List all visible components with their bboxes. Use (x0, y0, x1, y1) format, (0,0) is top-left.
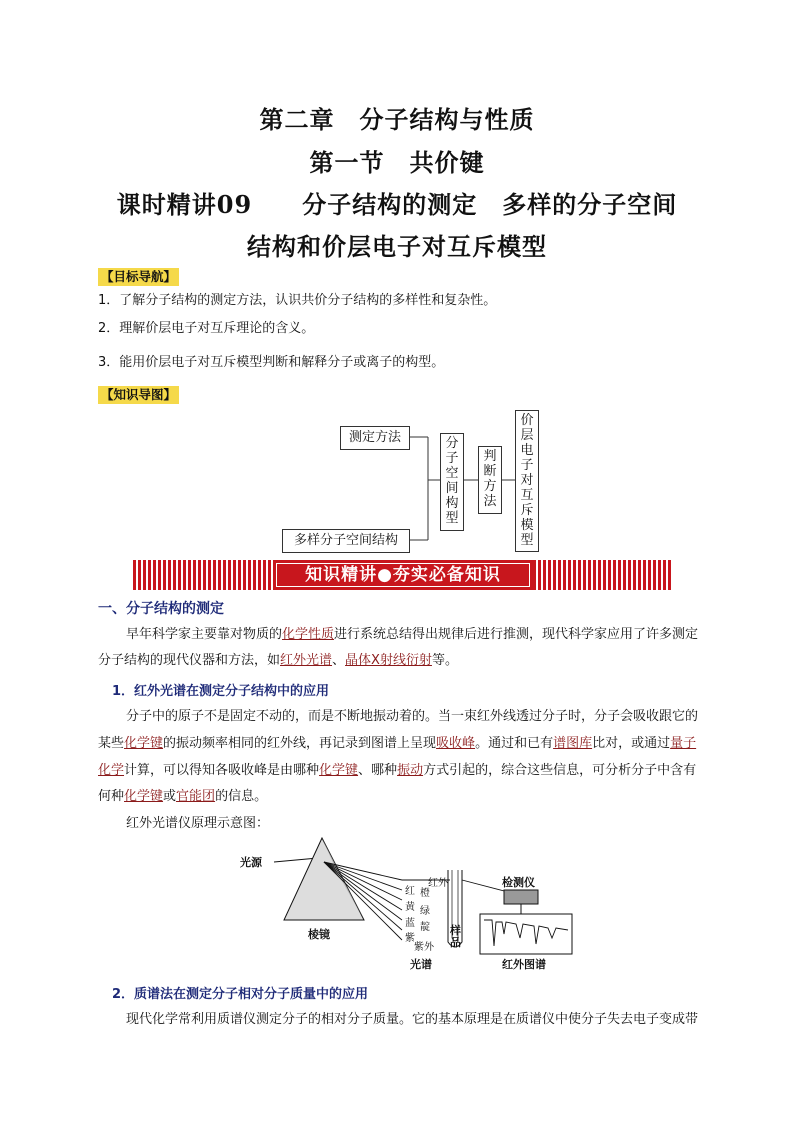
term-chemical-bond: 化学键 (319, 763, 359, 778)
sub1-heading: 1．红外光谱在测定分子结构中的应用 (112, 684, 330, 699)
lesson-title-line2: 结构和价层电子对互斥模型 (247, 232, 547, 261)
term-chemical-bond: 化学键 (124, 736, 164, 751)
term-chemical-property: 化学性质 (282, 627, 335, 642)
band-label: 紫外 (414, 942, 434, 953)
chapter-title: 第二章 分子结构与性质 (259, 105, 535, 134)
mindmap-vsepr-char: 价 (520, 413, 534, 428)
term-quantum: 量子 (670, 736, 697, 751)
text: 某些 (98, 736, 125, 751)
band-label: 靛 (420, 922, 430, 933)
goals-tag: 【目标导航】 (98, 268, 179, 286)
ir-spectrometer-diagram (240, 834, 580, 974)
goal-item-1: 1．了解分子结构的测定方法，认识共价分子结构的多样性和复杂性。 (98, 293, 497, 308)
section-banner (133, 560, 673, 590)
mindmap-vsepr-char: 型 (520, 533, 534, 548)
band-label: 黄 (405, 902, 415, 913)
term-spectra-library: 谱图库 (553, 736, 593, 751)
section1-para-line2 (98, 652, 458, 670)
banner-stripes-right (533, 560, 673, 590)
goal-item-3: 3．能用价层电子对互斥模型判断和解释分子或离子的构型。 (98, 355, 445, 370)
mindmap-vsepr-box (515, 410, 539, 552)
mindmap-vsepr-char: 子 (520, 458, 534, 473)
mindmap-shape-char: 子 (445, 451, 459, 466)
band-label: 紫 (405, 933, 415, 944)
banner-label (273, 560, 533, 590)
ir-chart-frame (480, 914, 572, 954)
band-label: 绿 (420, 906, 430, 917)
text: 。通过和已有 (475, 736, 554, 751)
mindmap-vsepr-char: 电 (520, 443, 534, 458)
section1-heading: 一、分子结构的测定 (98, 601, 224, 617)
sub2-heading: 2．质谱法在测定分子相对分子质量中的应用 (112, 987, 369, 1002)
prism-label: 棱镜 (308, 928, 330, 941)
sub1-line1: 分子中的原子不是固定不动的，而是不断地振动着的。当一束红外线透过分子时，分子会吸收跟它的 (126, 709, 699, 724)
detector-box (504, 890, 538, 904)
text: 早年科学家主要靠对物质的 (126, 627, 283, 642)
lesson-title-line1: 课时精讲09 分子结构的测定 多样的分子空间 (116, 190, 678, 219)
term-chemical-bond: 化学键 (124, 789, 164, 804)
sub1-line4 (98, 788, 267, 806)
mindmap-vsepr-char: 互 (520, 488, 534, 503)
mindmap-shape-char: 型 (445, 511, 459, 526)
mindmap-judge-char: 断 (483, 464, 497, 479)
mindmap-diverse-box: 多样分子空间结构 (282, 529, 410, 553)
mindmap-vsepr-char: 模 (520, 518, 534, 533)
mindmap-shape-char: 分 (445, 436, 459, 451)
term-vibration: 振动 (397, 763, 424, 778)
term-ir-spectrum: 红外光谱 (280, 653, 333, 668)
mindmap-vsepr-char: 层 (520, 428, 534, 443)
mindmap-shape-char: 间 (445, 481, 459, 496)
mindmap-vsepr-char: 对 (520, 473, 534, 488)
term-chemistry: 化学 (98, 763, 125, 778)
sample-label-1: 样 (450, 924, 461, 937)
text: 比对，或通过 (592, 736, 671, 751)
text: 方式引起的，综合这些信息，可分析分子中含有 (423, 763, 697, 778)
mindmap-measure-box: 测定方法 (340, 426, 410, 450)
term-functional-group: 官能团 (176, 789, 216, 804)
band-label: 蓝 (405, 918, 415, 929)
text: 进行系统总结得出规律后进行推测，现代科学家应用了许多测定 (334, 627, 699, 642)
mindmap-judge-char: 法 (483, 494, 497, 509)
sample-label-2: 品 (450, 936, 461, 949)
text: 分子结构的现代仪器和方法，如 (98, 653, 281, 668)
detector-label: 检测仪 (502, 876, 535, 889)
mindmap-shape-char: 构 (445, 496, 459, 511)
spectrum-label: 光谱 (410, 958, 432, 971)
section-title: 第一节 共价键 (309, 148, 485, 177)
mindmap-vsepr-char: 斥 (520, 503, 534, 518)
sub1-line2 (98, 735, 696, 753)
term-absorption-peak: 吸收峰 (436, 736, 476, 751)
text: 、哪种 (358, 763, 398, 778)
light-source-label: 光源 (240, 856, 262, 869)
sub1-line3 (98, 762, 696, 780)
ir-chart-label: 红外图谱 (502, 958, 546, 971)
text: 计算，可以得知各吸收峰是由哪种 (124, 763, 320, 778)
mindmap-judge-box (478, 446, 502, 514)
mindmap-tag: 【知识导图】 (98, 386, 179, 404)
mindmap-judge-char: 方 (483, 479, 497, 494)
text: 何种 (98, 789, 125, 804)
banner-stripes-left (133, 560, 273, 590)
band-label: 红外 (428, 878, 448, 889)
mindmap-shape-char: 空 (445, 466, 459, 481)
band-label: 橙 (420, 888, 430, 899)
mindmap-shape-box (440, 433, 464, 531)
text: 或 (163, 789, 177, 804)
section1-para-line1 (126, 626, 698, 644)
text: 的信息。 (215, 789, 268, 804)
text: 的振动频率相同的红外线，再记录到图谱上呈现 (163, 736, 437, 751)
goal-item-2: 2．理解价层电子对互斥理论的含义。 (98, 321, 315, 336)
text: 等。 (431, 653, 458, 668)
banner-text: 知识精讲●夯实必备知识 (305, 565, 501, 585)
text: 、 (332, 653, 346, 668)
term-xray-diffraction: 晶体X射线衍射 (345, 653, 432, 668)
sub2-line1: 现代化学常利用质谱仪测定分子的相对分子质量。它的基本原理是在质谱仪中使分子失去电子变成带 (126, 1012, 699, 1027)
band-label: 红 (405, 886, 415, 897)
mindmap-judge-char: 判 (483, 449, 497, 464)
diagram-caption: 红外光谱仪原理示意图： (126, 816, 270, 831)
